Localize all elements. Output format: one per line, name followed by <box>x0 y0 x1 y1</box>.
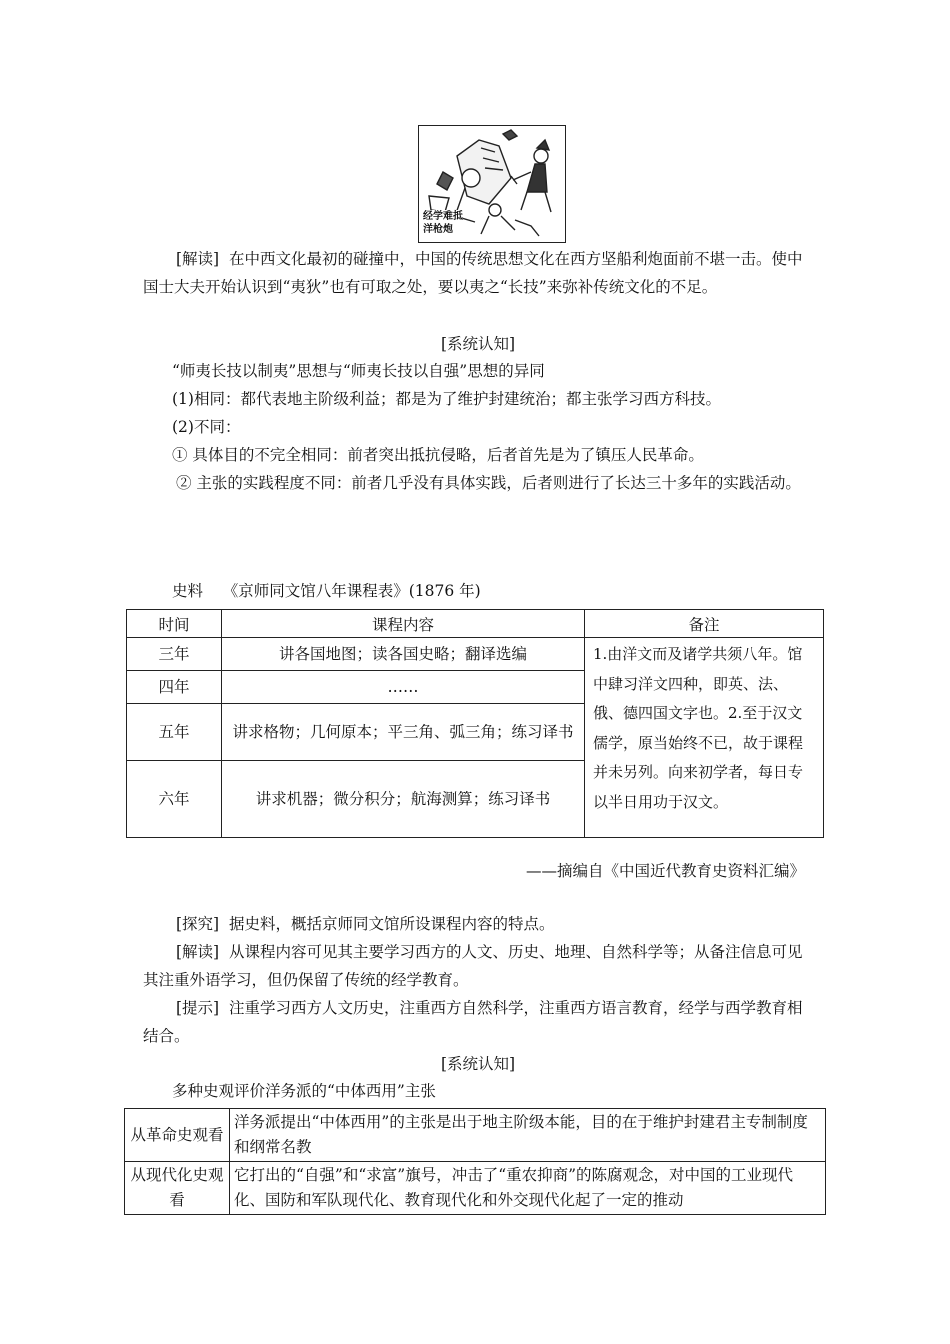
source-document-title: 《京师同文馆八年课程表》(1876 年) <box>222 582 481 600</box>
similarity-item: (1)相同：都代表地主阶级利益；都是为了维护封建统治；都主张学习西方科技。 <box>172 390 721 408</box>
tishi-text: 注重学习西方人文历史，注重西方自然科学，注重西方语言教育，经学与西学教育相结合。 <box>143 999 803 1045</box>
table-header-row <box>127 610 824 638</box>
table-row <box>125 1109 826 1162</box>
view-name: 从革命史观看 <box>125 1109 230 1162</box>
curriculum-table <box>126 609 824 838</box>
row-content: …… <box>222 671 585 704</box>
difference-point-2: ② 主张的实践程度不同：前者几乎没有具体实践，后者则进行了长达三十多年的实践活动。 <box>176 474 801 492</box>
row-year: 四年 <box>127 671 222 704</box>
jiedu-tag: [解读] <box>176 250 220 268</box>
header-note: 备注 <box>585 610 824 638</box>
table-row <box>127 638 824 671</box>
table-row <box>125 1162 826 1215</box>
cartoon-caption: 经学难抵 洋枪炮 <box>423 211 463 235</box>
tanjiu-paragraph <box>143 910 813 938</box>
jiedu-text: 在中西文化最初的碰撞中，中国的传统思想文化在西方坚船利炮面前不堪一击。使中国士大夫开始认识到“夷狄”也有可取之处，要以夷之“长技”来弥补传统文化的不足。 <box>143 250 803 296</box>
row-content: 讲各国地图；读各国史略；翻译选编 <box>222 638 585 671</box>
cartoon-illustration <box>418 125 566 243</box>
jiedu-text: 从课程内容可见其主要学习西方的人文、历史、地理、自然科学等；从备注信息可见其注重外语学习，但仍保留了传统的经学教育。 <box>143 943 803 989</box>
note-cell: 1.由洋文而及诸学共须八年。馆中肆习洋文四种，即英、法、俄、德四国文字也。2.至于汉文儒学，原当始终不已，故于课程并未另列。向来初学者，每日专以半日用功于汉文。 <box>585 638 824 838</box>
system-heading-1: [系统认知] <box>440 335 516 353</box>
view-description: 它打出的“自强”和“求富”旗号，冲击了“重农抑商”的陈腐观念，对中国的工业现代化、国防和军队现代化、教育现代化和外交现代化起了一定的推动 <box>230 1162 826 1215</box>
jiedu-tag: [解读] <box>176 943 220 961</box>
system-title-2: 多种史观评价洋务派的“中体西用”主张 <box>172 1082 436 1100</box>
row-year: 五年 <box>127 704 222 761</box>
row-year: 三年 <box>127 638 222 671</box>
header-content: 课程内容 <box>222 610 585 638</box>
source-title <box>172 577 481 605</box>
source-citation: ——摘编自《中国近代教育史资料汇编》 <box>525 862 805 880</box>
difference-item: (2)不同： <box>172 418 241 436</box>
header-time: 时间 <box>127 610 222 638</box>
row-content: 讲求机器；微分积分；航海测算；练习译书 <box>222 761 585 838</box>
tishi-tag: [提示] <box>176 999 220 1017</box>
view-description: 洋务派提出“中体西用”的主张是出于地主阶级本能，目的在于维护封建君主专制制度和纲常名教 <box>230 1109 826 1162</box>
source-label: 史料 <box>172 582 204 600</box>
system-heading-2: [系统认知] <box>440 1055 516 1073</box>
view-name: 从现代化史观看 <box>125 1162 230 1215</box>
views-table <box>124 1108 826 1215</box>
tanjiu-tag: [探究] <box>176 915 220 933</box>
tanjiu-text: 据史料，概括京师同文馆所设课程内容的特点。 <box>228 915 555 933</box>
row-year: 六年 <box>127 761 222 838</box>
system-title-1: “师夷长技以制夷”思想与“师夷长技以自强”思想的异同 <box>172 362 545 380</box>
jiedu-paragraph-1 <box>143 245 813 301</box>
row-content: 讲求格物；几何原本；平三角、弧三角；练习译书 <box>222 704 585 761</box>
difference-point-1: ① 具体目的不完全相同：前者突出抵抗侵略，后者首先是为了镇压人民革命。 <box>172 446 704 464</box>
tishi-paragraph <box>143 994 813 1050</box>
jiedu-paragraph-2 <box>143 938 813 994</box>
